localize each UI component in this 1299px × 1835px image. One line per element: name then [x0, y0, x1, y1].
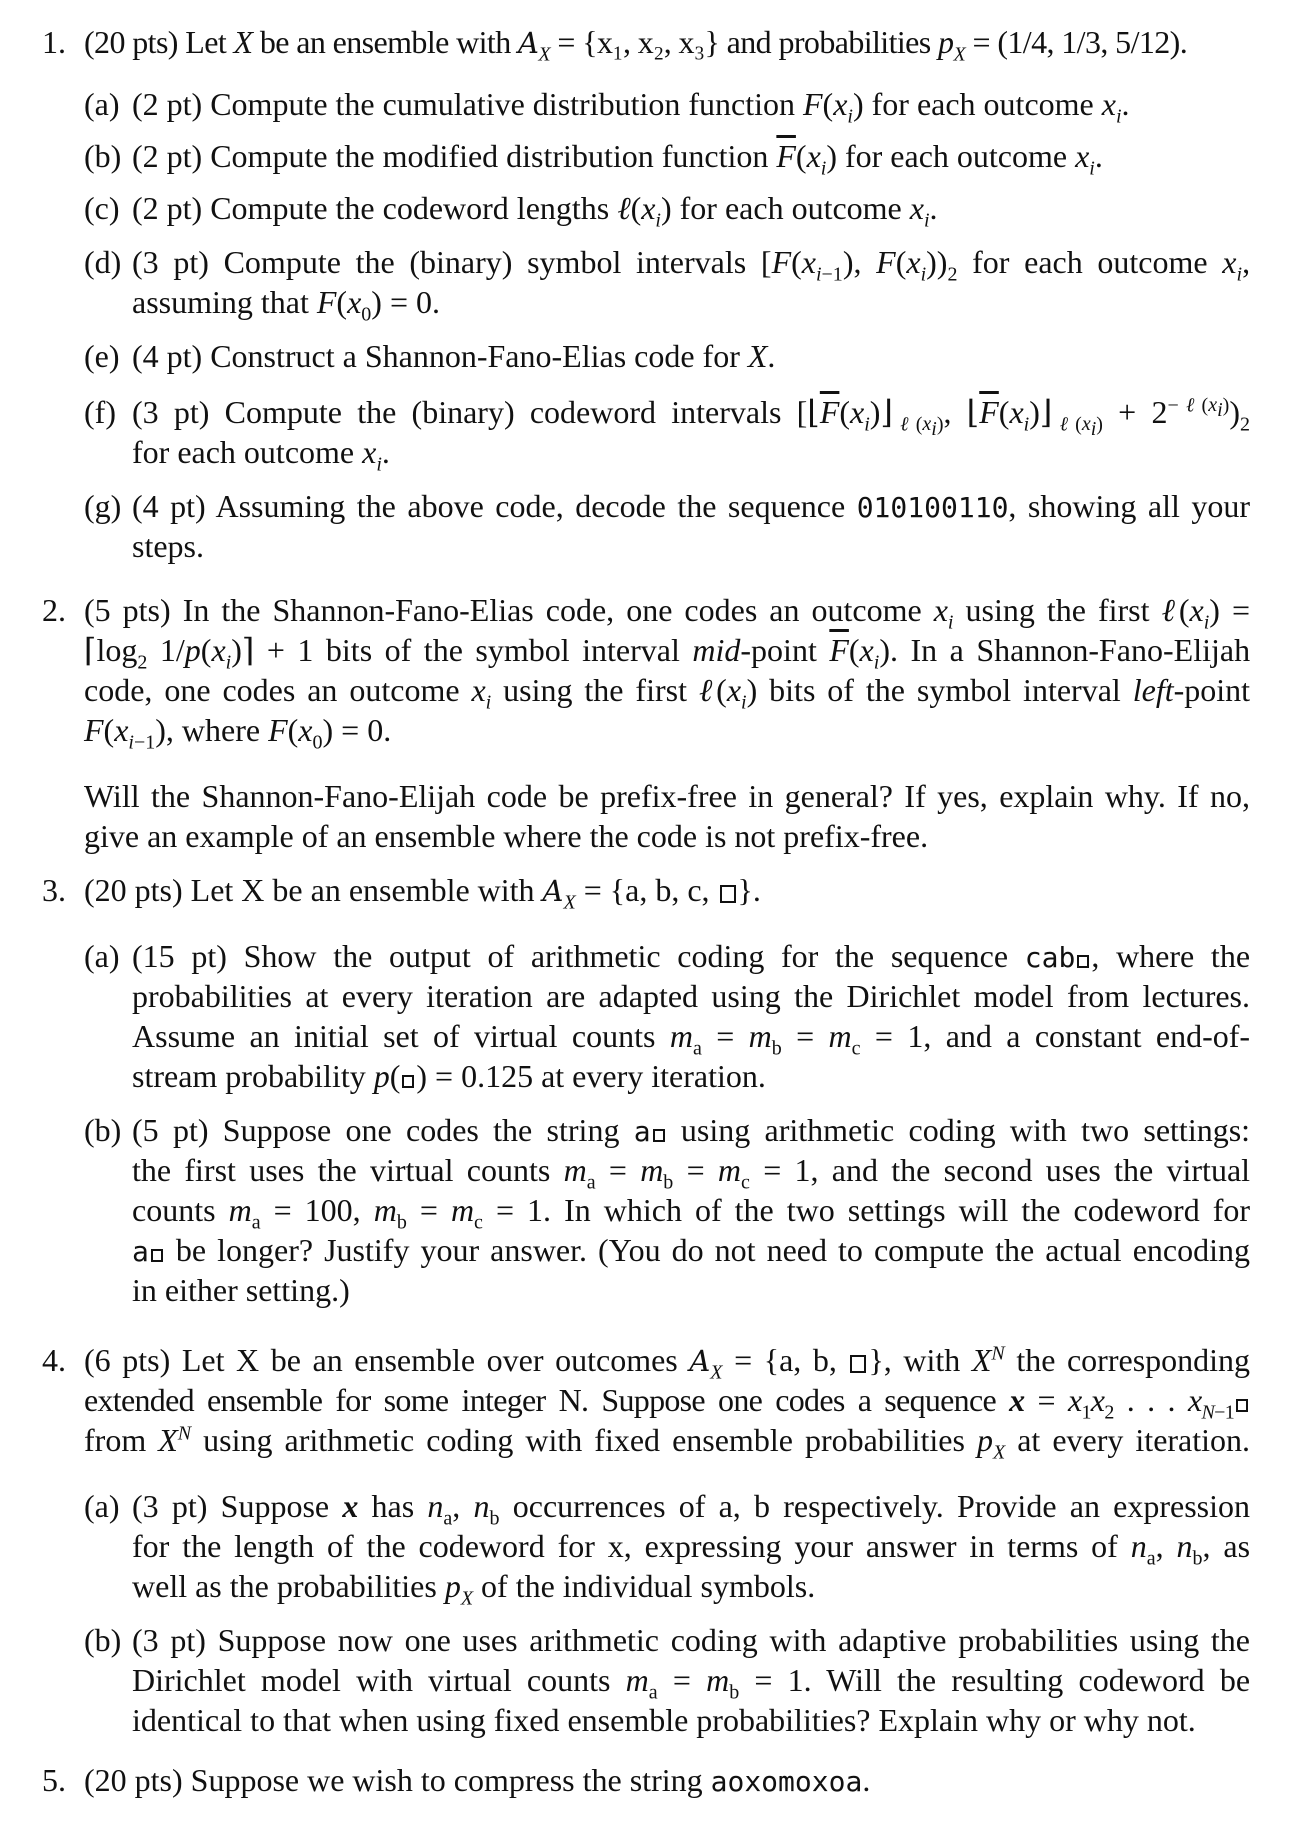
question-4-number: 4. — [42, 1342, 66, 1378]
q1-part-g-text-line1: (4 pt) Assuming the above code, decode the sequence 010100110, showing all your — [132, 488, 1251, 524]
q4-part-a-line1: (3 pt) Suppose x has $n_a$, $n_b$ occurrences of a, b respectively. Provide an expression — [132, 1488, 1251, 1530]
q3-part-b-line1: (5 pt) Suppose one codes the string a using arithmetic coding with two settings: — [132, 1112, 1251, 1148]
question-2-line1: (5 pts) In the Shannon-Fano-Elias code, one codes an outcome $x_i$ using the first $\ell(x_i)$ = — [84, 592, 1251, 634]
q3-part-b-line4: a be longer? Justify your answer. (You do not need to compute the actual encoding — [132, 1232, 1251, 1268]
q1-part-c-text: (2 pt) Compute the codeword lengths $\ell(x_i)$ for each outcome $x_i$. — [132, 190, 938, 232]
q1-part-e-text: (4 pt) Construct a Shannon-Fano-Elias code for X. — [132, 338, 776, 374]
q5-string: aoxomoxoa — [710, 1765, 863, 1798]
q1-part-f-label: (f) — [84, 394, 116, 430]
q1-part-b-text: (2 pt) Compute the modified distribution function $\overline{F}(x_i)$ for each outcome $x_i$. — [132, 138, 1103, 180]
q1-part-a-label: (a) — [84, 86, 120, 122]
question-5-text: (20 pts) Suppose we wish to compress the string aoxomoxoa. — [84, 1762, 871, 1798]
q4-part-b-line2: Dirichlet model with virtual counts $m_a = m_b = 1$. Will the resulting codeword be — [132, 1662, 1251, 1704]
question-2-number: 2. — [42, 592, 66, 628]
question-5-number: 5. — [42, 1762, 66, 1798]
question-3-number: 3. — [42, 872, 66, 908]
q1-part-d-text-line2: assuming that $F(x_0) = 0$. — [132, 284, 440, 326]
question-2-para2-line2: give an example of an ensemble where the code is not prefix-free. — [84, 818, 929, 854]
question-4 — [0, 1330, 1299, 1750]
q3-part-b-line3: counts $m_a = 100$, $m_b = m_c = 1$. In which of the two settings will the codeword for — [132, 1192, 1251, 1234]
q4-part-a-label: (a) — [84, 1488, 120, 1524]
q1-part-f-text-line1: (3 pt) Compute the (binary) codeword intervals [$⌊\overline{F}(x_i)⌋_{\ell(x_i)}$, $⌊\overline{F}(x_i)⌋_{\ell(x_i)} + 2^{-\ell(x_i)})_2$ — [132, 394, 1250, 441]
q3-part-b-label: (b) — [84, 1112, 122, 1148]
q1-part-g-text-line2: steps. — [132, 528, 204, 564]
question-4-line3: from $X^N$ using arithmetic coding with fixed ensemble probabilities $p_X$ at every iteration. — [84, 1422, 1251, 1464]
question-2-para2-line1: Will the Shannon-Fano-Elijah code be prefix-free in general? If yes, explain why. If no, — [84, 778, 1250, 814]
question-2 — [0, 580, 1299, 854]
q4-part-b-line1: (3 pt) Suppose now one uses arithmetic coding with adaptive probabilities using the — [132, 1622, 1251, 1658]
question-5 — [0, 1760, 1299, 1820]
q1-part-d-label: (d) — [84, 244, 122, 280]
q1-part-e-label: (e) — [84, 338, 120, 374]
q1-part-g-label: (g) — [84, 488, 122, 524]
q3-part-a-line2: probabilities at every iteration are adapted using the Dirichlet model from lectures. — [132, 978, 1250, 1014]
q1-part-a-text: (2 pt) Compute the cumulative distribution function $F(x_i)$ for each outcome $x_i$. — [132, 86, 1130, 128]
q1-sequence: 010100110 — [856, 491, 1009, 524]
q3-part-a-line1: (15 pt) Show the output of arithmetic coding for the sequence cab , where the — [132, 938, 1251, 974]
question-3-stem: (20 pts) Let X be an ensemble with $A_X = \{a$, b, c, }. — [84, 872, 761, 914]
question-2-line3: code, one codes an outcome $x_i$ using the first $\ell(x_i)$ bits of the symbol interval left-point — [84, 672, 1251, 714]
question-2-line4: $F(x_{i-1})$, where $F(x_0) = 0$. — [84, 712, 392, 754]
question-1-stem: (20 pts) Let X be an ensemble with $A_X = \{x_1$, x₂, x₃} and probabilities $p_X = (1/4$, 1/3, 5/12). — [84, 24, 1188, 66]
q3-part-a-line3: Assume an initial set of virtual counts $m_a = m_b = m_c = 1$, and a constant end-of- — [132, 1018, 1251, 1060]
q4-part-b-line3: identical to that when using fixed ensemble probabilities? Explain why or why not. — [132, 1702, 1196, 1738]
q3-part-a-line4: stream probability p( ) = 0.125 at every iteration. — [132, 1058, 766, 1094]
question-3 — [0, 870, 1299, 1308]
q1-part-d-text-line1: (3 pt) Compute the (binary) symbol intervals [$F(x_{i-1})$, $F(x_i))_2$ for each outcome $x_i$, — [132, 244, 1251, 286]
q3-part-b-line2: the first uses the virtual counts $m_a = m_b = m_c = 1$, and the second uses the virtual — [132, 1152, 1251, 1194]
q3-part-a-label: (a) — [84, 938, 120, 974]
question-4-line1: (6 pts) Let X be an ensemble over outcomes $A_X = \{a$, b, }, with $X^N$ the corresponding — [84, 1342, 1251, 1384]
q3-part-b-line5: in either setting.) — [132, 1272, 350, 1308]
q4-part-a-line3: well as the probabilities $p_X$ of the individual symbols. — [132, 1568, 816, 1610]
question-2-line2: $⌈\log_2$ $1/p(x_i)⌉ + 1$ bits of the symbol interval mid-point $\overline{F}(x_i)$. In a Shannon-Fano-Elijah — [84, 632, 1251, 674]
q1-part-b-label: (b) — [84, 138, 122, 174]
question-1-number: 1. — [42, 24, 66, 60]
q4-part-b-label: (b) — [84, 1622, 122, 1658]
q1-part-f-text-line2: for each outcome $x_i$. — [132, 434, 390, 476]
question-1 — [0, 0, 1299, 564]
question-4-line2: extended ensemble for some integer N. Suppose one codes a sequence $x = x_1x_2$ . . . $x_{N-1}$ — [84, 1380, 1250, 1420]
q1-part-c-label: (c) — [84, 190, 120, 226]
q4-part-a-line2: for the length of the codeword for x, expressing your answer in terms of $n_a$, $n_b$, as — [132, 1528, 1251, 1570]
